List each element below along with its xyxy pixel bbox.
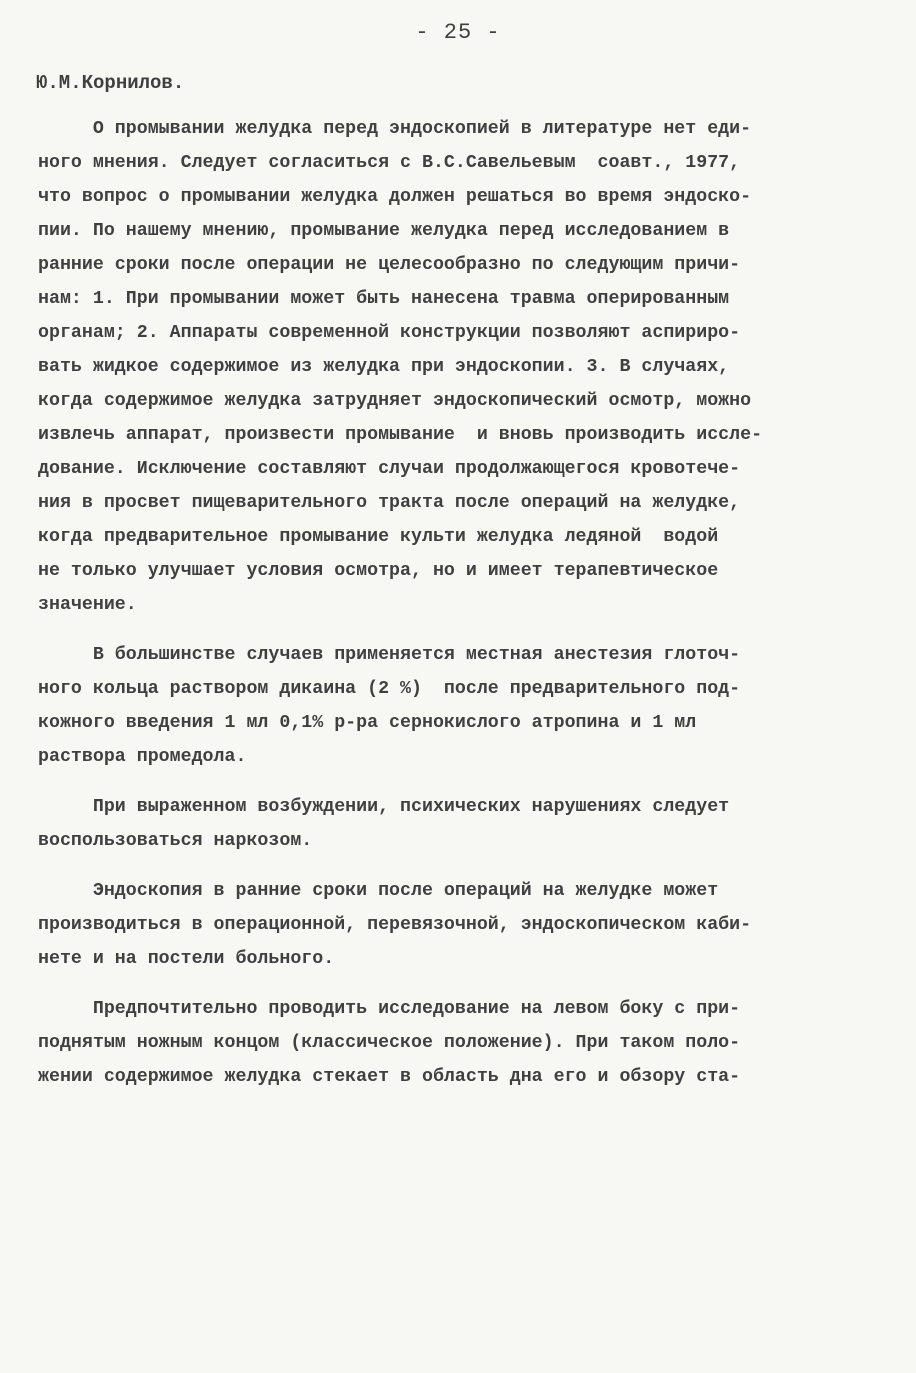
text-line: пии. По нашему мнению, промывание желудка перед исследованием в (38, 221, 730, 241)
text-line: когда предварительное промывание культи желудка ледяной водой (38, 527, 719, 547)
page-number: - 25 - (415, 20, 501, 45)
text-line: жении содержимое желудка стекает в область дна его и обзору ста- (38, 1067, 741, 1087)
text-line: производиться в операционной, перевязочной, эндоскопическом каби- (38, 915, 752, 935)
text-line: значение. (38, 595, 137, 615)
paragraph-spacer (38, 774, 868, 790)
text-line: воспользоваться наркозом. (38, 831, 313, 851)
text-line: ния в просвет пищеварительного тракта после операций на желудке, (38, 493, 741, 513)
text-line: нам: 1. При промывании может быть нанесена травма оперированным (38, 289, 730, 309)
text-line: кожного введения 1 мл 0,1% р-ра сернокислого атропина и 1 мл (38, 713, 697, 733)
paragraph-5 (38, 992, 868, 1094)
text-line: ного кольца раствором дикаина (2 %) после предварительного под- (38, 679, 741, 699)
text-line: органам; 2. Аппараты современной конструкции позволяют аспириро- (38, 323, 741, 343)
text-line: ного мнения. Следует согласиться с В.С.Савельевым соавт., 1977, (38, 153, 741, 173)
text-line: В большинстве случаев применяется местная анестезия глоточ- (38, 645, 741, 665)
text-line: раствора промедола. (38, 747, 247, 767)
text-line: вать жидкое содержимое из желудка при эндоскопии. 3. В случаях, (38, 357, 730, 377)
paragraph-spacer (38, 622, 868, 638)
text-line: дование. Исключение составляют случаи продолжающегося кровотече- (38, 459, 741, 479)
text-line: не только улучшает условия осмотра, но и имеет терапевтическое (38, 561, 719, 581)
paragraph-spacer (38, 858, 868, 874)
text-line: Эндоскопия в ранние сроки после операций на желудке может (38, 881, 719, 901)
text-line: нете и на постели больного. (38, 949, 335, 969)
paragraph-spacer (38, 976, 868, 992)
document-body (38, 112, 868, 1094)
paragraph-1 (38, 112, 868, 622)
paragraph-2 (38, 638, 868, 774)
text-line: извлечь аппарат, произвести промывание и вновь производить иссле- (38, 425, 763, 445)
text-line: ранние сроки после операции не целесообразно по следующим причи- (38, 255, 741, 275)
text-line: Предпочтительно проводить исследование на левом боку с при- (38, 999, 741, 1019)
paragraph-3 (38, 790, 868, 858)
text-line: что вопрос о промывании желудка должен решаться во время эндоско- (38, 187, 752, 207)
text-line: когда содержимое желудка затрудняет эндоскопический осмотр, можно (38, 391, 752, 411)
text-line: При выраженном возбуждении, психических нарушениях следует (38, 797, 730, 817)
paragraph-4 (38, 874, 868, 976)
text-line: поднятым ножным концом (классическое положение). При таком поло- (38, 1033, 741, 1053)
text-line: О промывании желудка перед эндоскопией в литературе нет еди- (38, 119, 752, 139)
author-name: Ю.М.Корнилов. (36, 72, 185, 94)
